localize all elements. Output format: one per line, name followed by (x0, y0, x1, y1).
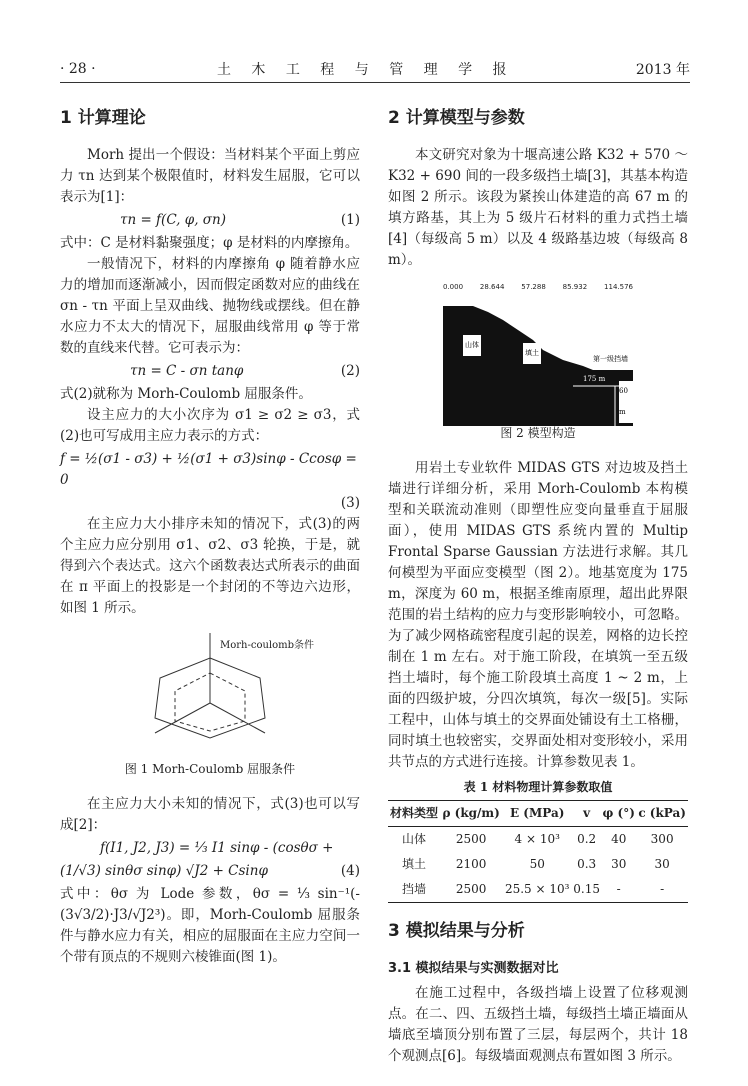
paragraph: 一般情况下，材料的内摩擦角 φ 随着静水应力的增加而逐渐减小，因而假定函数对应的曲线在 σn - τn 平面上呈双曲线、抛物线或摆线。但在静水应力不太大的情况下，屈服曲线常用 φ 等于常数的直线来代替。它可表示为： (60, 256, 360, 356)
subsection-3-1-heading: 3.1 模拟结果与实测数据对比 (388, 961, 559, 976)
figure-1-label: Morh-coulomb条件 (220, 640, 315, 651)
figure-1-caption: 图 1 Morh-Coulomb 屈服条件 (124, 762, 296, 776)
figure-2: 0.000 28.644 57.288 85.932 114.576 第四级护坡 第三级护坡 第二级护坡 第一级护坡 第五级挡墙 第一级挡墙 山体 填土 175 m 60 m (443, 277, 633, 417)
equation-1: τn = f(C, φ, σn) (1) (120, 212, 360, 228)
table-header-row: 材料类型 ρ (kg/m) E (MPa) v φ (°) c (kPa) (388, 801, 688, 827)
year: 2013 年 (635, 62, 690, 78)
parameter-table (388, 800, 688, 903)
figure-2-ticks: 0.000 28.644 57.288 85.932 114.576 (443, 283, 633, 291)
right-column (388, 100, 688, 1067)
journal-title: 土 木 工 程 与 管 理 学 报 (216, 62, 515, 78)
table-row: 山体 2500 4 × 10³ 0.2 40 300 (402, 832, 674, 846)
equation-4-line-1: f(I1, J2, J3) = ⅓ I1 sinφ - (cosθσ + (100, 840, 334, 856)
paragraph: 用岩土专业软件 MIDAS GTS 对边坡及挡土墙进行详细分析，采用 Morh-Coulomb 本构模型和关联流动准则（即塑性应变向量垂直于屈服面），使用 MIDAS GTS 系统内置的 Multip Frontal Sparse Gaussian 方法进行求解。其几何模型为平面应变模型（图 2）。地基宽度为 175 m，深度为 60 m，根据圣维南原理，超出此界限范围的岩土结构的应力与变形影响较小，可忽略。为了减少网格疏密程度引起的误差，网格的边长控制在 1 m 左右。对于施工阶段，在填筑一至五级挡土墙时，每个施工阶段填土高度 1 ~ 2 m，上面的四级护坡，分四次填筑，每次一级[5]。实际工程中，山体与填土的交界面处铺设有土工格栅，同时填土也较密实，交界面处相对变形较小，采用共节点的方式进行连接。计算参数见表 1。 (388, 460, 688, 770)
header-rule (60, 82, 690, 83)
figure-2-caption: 图 2 模型构造 (500, 426, 576, 440)
equation-3-number: (3) (340, 495, 360, 511)
table-1-caption: 表 1 材料物理计算参数取值 (463, 780, 613, 794)
hexagon-diagram (60, 633, 360, 753)
table-row: 填土 2100 50 0.3 30 30 (402, 857, 670, 871)
paragraph: 设主应力的大小次序为 σ1 ≥ σ2 ≥ σ3，式(2)也可写成用主应力表示的方式： (60, 407, 360, 444)
paragraph: 式中：C 是材料黏聚强度；φ 是材料的内摩擦角。 (60, 235, 359, 251)
paragraph: 在施工过程中，各级挡墙上设置了位移观测点。在二、四、五级挡土墙，每级挡土墙正墙面从墙底至墙顶分别布置了三层，每层两个，共计 18 个观测点[6]。每级墙面观测点布置如图 3 所示。 (388, 985, 688, 1064)
section-3-heading: 3 模拟结果与分析 (388, 921, 525, 941)
paragraph: Morh 提出一个假设：当材料某个平面上剪应力 τn 达到某个极限值时，材料发生屈服，它可以表示为[1]： (60, 147, 360, 205)
equation-3: f = ½(σ1 - σ3) + ½(σ1 + σ3)sinφ - Ccosφ = 0 (60, 451, 357, 488)
paragraph: 式(2)就称为 Morh-Coulomb 屈服条件。 (60, 386, 312, 402)
paragraph: 在主应力大小排序未知的情况下，式(3)的两个主应力应分别用 σ1、σ2、σ3 轮换，于是，就得到六个表达式。这六个函数表达式所表示的曲面在 π 平面上的投影是一个封闭的不等边六边形，如图 1 所示。 (60, 516, 360, 616)
table-row: 挡墙 2500 25.5 × 10³ 0.15 - - (388, 877, 688, 903)
page-number: · 28 · (60, 61, 96, 77)
paragraph: 本文研究对象为十堰高速公路 K32 + 570 ～ K32 + 690 间的一段多级挡土墙[3]，其基本构造如图 2 所示。该段为紧挨山体建造的高 67 m 的填方路基，其上为 5 级片石材料的重力式挡土墙[4]（每级高 5 m）以及 4 级路基边坡（每级高 8 m）。 (388, 147, 688, 268)
equation-4-line-2: (1/√3) sinθσ sinφ) √J2 + Csinφ (4) (60, 863, 360, 879)
left-column (60, 100, 360, 968)
section-1-heading: 1 计算理论 (60, 108, 146, 128)
page-header (60, 58, 690, 80)
paragraph: 式中：θσ 为 Lode 参数，θσ = ⅓ sin⁻¹(-(3√3/2)·J3/√J2³)。即，Morh-Coulomb 屈服条件与静水应力有关，相应的屈服面在主应力空间一个带有顶点的不规则六棱锥面(图 1)。 (60, 886, 360, 965)
paragraph: 在主应力大小未知的情况下，式(3)也可以写成[2]： (60, 796, 360, 833)
figure-1 (60, 633, 360, 753)
equation-2: τn = C - σn tanφ (2) (130, 363, 360, 379)
section-2-heading: 2 计算模型与参数 (388, 108, 525, 128)
